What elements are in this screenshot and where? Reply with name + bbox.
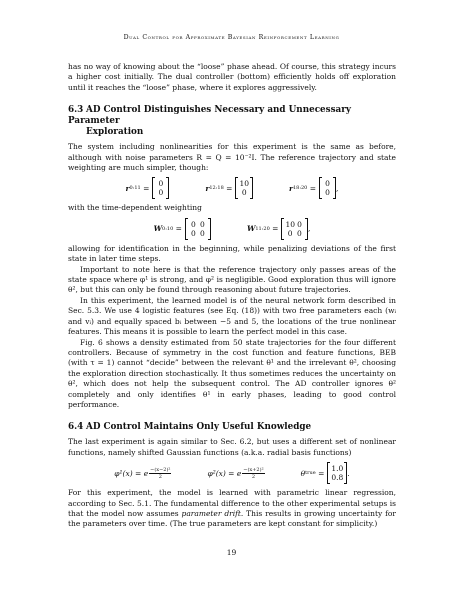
sec63-paragraph-3: allowing for identification in the beginning, while penalizing deviations of the first state in later time steps. (68, 243, 396, 264)
w-eq-0: W 0:10 = 0 0 0 0 (154, 219, 211, 239)
matrix: 10 0 0 0 (281, 219, 308, 239)
r-eq-1: r 12:18 = 10 0 (205, 178, 253, 198)
reference-trajectory-equations (68, 178, 396, 198)
sec63-paragraph-1: The system including nonlinearities for this experiment is the same as before, although with noise parameters R = Q = 10⁻²I. The reference trajectory and state weighting are much simpler, though: (68, 142, 396, 173)
section-title-line1: AD Control Distinguishes Necessary and Unnecessary Parameter (68, 105, 352, 127)
phi1-eq: φ¹(x) = e $\frac{\text{−(x−2)²}}{2}$ (114, 466, 171, 480)
phi2-eq: φ²(x) = e $\frac{\text{−(x+2)²}}{2}$ (207, 466, 264, 480)
sec63-paragraph-2: with the time-dependent weighting (68, 203, 202, 213)
weighting-equations (68, 219, 396, 239)
section-6-3-heading (68, 105, 396, 138)
section-number: 6.3 (68, 105, 84, 116)
basis-function-equations (68, 463, 396, 483)
matrix: 0 0 (152, 178, 169, 198)
matrix: 0 0 (319, 178, 336, 198)
page-content (68, 62, 396, 530)
sec64-paragraph-2: For this experiment, the model is learned with parametric linear regression, according to Sec. 5.1. The fundamental difference to the other experimental setups is that the model now assumes parameter drift. This results in growing uncertainty for the parameters over time. (The true parameters are kept constant for simplicity.) (68, 488, 396, 529)
r-eq-2: r 18:20 = 0 0 , (289, 179, 339, 198)
sec64-paragraph-1: The last experiment is again similar to Sec. 6.2, but uses a different set of nonlinear functions, namely shifted Gaussian functions (a.k.a. radial basis functions) (68, 437, 396, 457)
matrix: 1.0 0.8 (327, 463, 347, 483)
section-number: 6.4 (68, 422, 84, 433)
matrix: 0 0 0 0 (185, 219, 211, 239)
running-head: Dual Control for Approximate Bayesian Reinforcement Learning (123, 34, 340, 41)
w-eq-1: W 11:20 = 10 0 0 0 , (246, 219, 311, 238)
theta-true-eq: θ true = 1.0 0.8 . (300, 464, 350, 483)
section-title: AD Control Maintains Only Useful Knowledge (86, 422, 312, 433)
matrix: 10 0 (235, 178, 253, 198)
section-6-4-heading (68, 422, 396, 433)
r-eq-0: r 0:11 = 0 0 (126, 178, 170, 198)
sec63-paragraph-6: Fig. 6 shows a density estimated from 50 state trajectories for the four different controllers. Because of symmetry in the cost function and feature functions, BEB (with τ = 1) cannot “decide” between the relevant θ¹ and the irrelevant θ², choosing the exploration direction stochastically. It thus sometimes reduces the uncertainty on θ², which does not help the subsequent control. The AD controller ignores θ² completely and only identifies θ¹ in early phases, leading to good control performance. (68, 337, 396, 409)
sec63-paragraph-5: In this experiment, the learned model is of the neural network form described in Sec. 5.3. We use 4 logistic features (see Eq. (18)) with two free parameters each (wᵢ and vᵢ) and equally spaced bᵢ between −5 and 5, the locations of the true nonlinear features. This means it is possible to learn the perfect model in this case. (68, 295, 396, 337)
page-number: 19 (226, 548, 237, 557)
intro-paragraph: has no way of knowing about the “loose” phase ahead. Of course, this strategy incurs a higher cost initially. The dual controller (bottom) efficiently holds off exploration until it reaches the “loose” phase, where it explores aggressively. (68, 62, 396, 92)
sec63-paragraph-4: Important to note here is that the reference trajectory only passes areas of the state space where φ¹ is strong, and φ² is negligible. Good exploration thus will ignore θ², but this can only be found through reasoning about future trajectories. (68, 264, 396, 295)
section-title-line2: Exploration (86, 127, 144, 138)
